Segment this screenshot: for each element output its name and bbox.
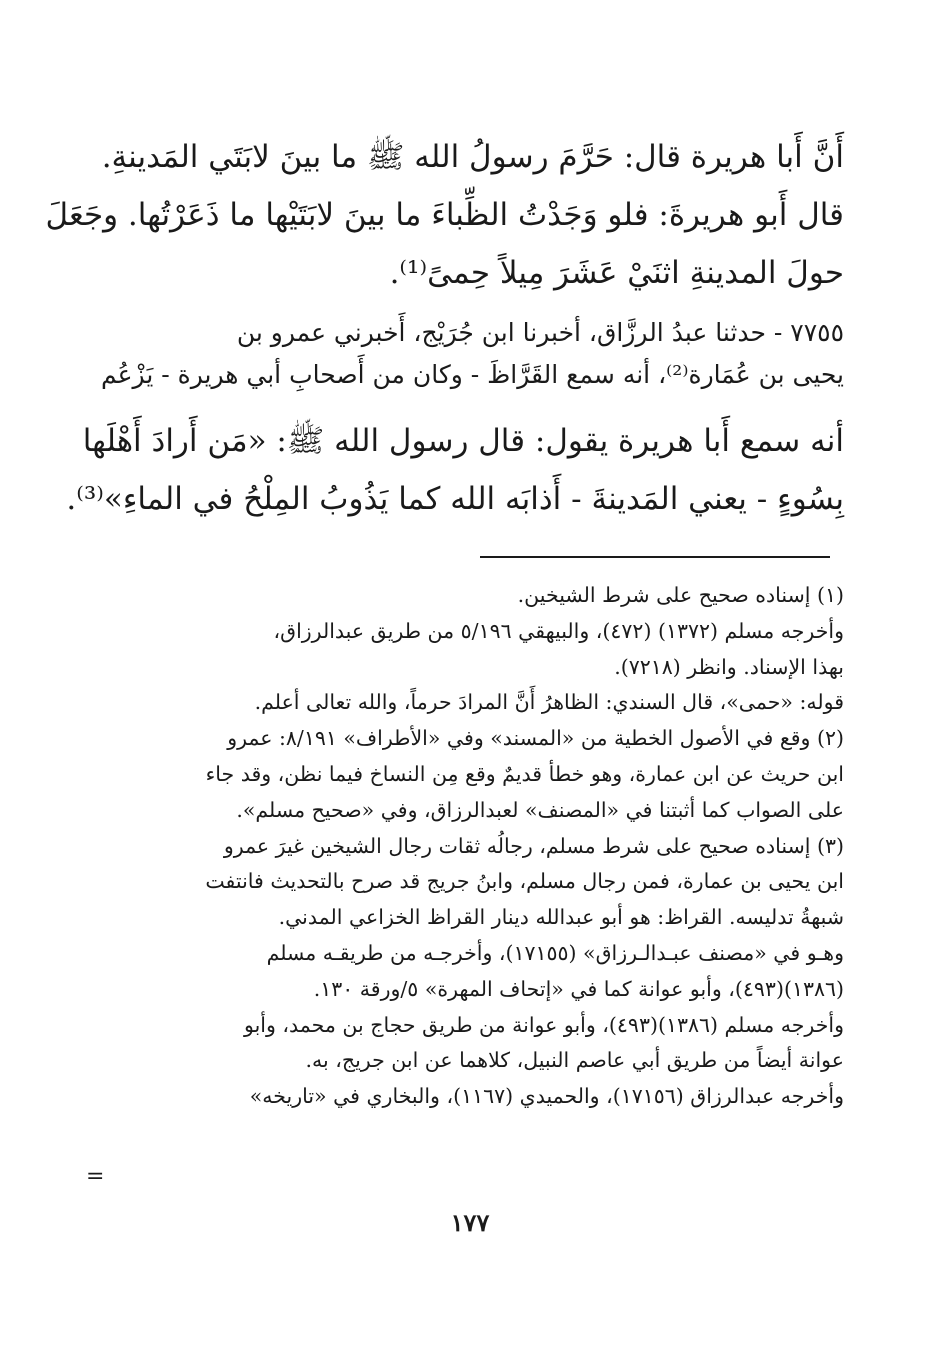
- main-line: أنه سمع أَبا هريرة يقول: قال رسول الله ﷺ: «مَن أَرادَ أَهْلَها: [82, 423, 844, 459]
- footnote-line: وأخرجه مسلم (١٣٧٢) (٤٧٢)، والبيهقي ٥/١٩٦ من طريق عبدالرزاق،: [273, 618, 844, 643]
- footnote-line: ابن حريث عن ابن عمارة، وهو خطأ قديمٌ وقع مِن النساخ فيما نظن، وقد جاء: [205, 761, 844, 786]
- main-text-block-1: [45, 128, 844, 302]
- footnote-line: بهذا الإسناد. وانظر (٧٢١٨).: [614, 654, 844, 679]
- hadith-7755-isnad: [100, 312, 844, 396]
- hadith-7755-matn: [66, 412, 844, 528]
- footnote-line: على الصواب كما أثبتنا في «المصنف» لعبدالرزاق، وفي «صحيح مسلم».: [236, 797, 844, 822]
- hadith-line: يحيى بن عُمَارة⁽²⁾، أنه سمع القَرَّاظَ - وكان من أَصحابِ أبي هريرة - يَزْعُم: [100, 360, 844, 389]
- footnote-line: (٢) وقع في الأصول الخطية من «المسند» وفي «الأطراف» ٨/١٩١: عمرو: [227, 726, 844, 751]
- footnote-line: شبهةُ تدليسه. القراظ: هو أبو عبدالله دينار القراظ الخزاعي المدني.: [278, 905, 844, 930]
- continuation-mark: =: [86, 1164, 105, 1189]
- footnote-line: وأخرجه عبدالرزاق (١٧١٥٦)، والحميدي (١١٦٧)، والبخاري في «تاريخه»: [249, 1084, 844, 1109]
- main-line: بِسُوءٍ - يعني المَدينةَ - أَذابَه الله كما يَذُوبُ المِلْحُ في الماءِ»⁽³⁾.: [66, 481, 844, 517]
- footnote-separator: [480, 556, 830, 558]
- footnote-line: عوانة أيضاً من طريق أبي عاصم النبيل، كلاهما عن ابن جريج، به.: [305, 1048, 844, 1073]
- footnote-line: قوله: «حمى»، قال السندي: الظاهرُ أَنَّ المرادَ حرماً، والله تعالى أعلم.: [254, 690, 844, 715]
- main-line: أَنَّ أَبا هريرة قال: حَرَّمَ رسولُ الله ﷺ ما بينَ لابَتَي المَدينةِ.: [101, 139, 844, 175]
- footnote-line: وأخرجه مسلم (١٣٨٦)(٤٩٣)، وأبو عوانة من طريق حجاج بن محمد، وأبو: [244, 1012, 844, 1037]
- footnote-line: وهـو في «مصنف عبـدالـرزاق» (١٧١٥٥)، وأخرجـه من طريقـه مسلم: [266, 940, 844, 965]
- footnotes: [128, 578, 844, 1115]
- hadith-line: ٧٧٥٥ - حدثنا عبدُ الرزَّاق، أخبرنا ابن جُرَيْج، أَخبرني عمرو بن: [236, 318, 844, 347]
- page-number: ١٧٧: [450, 1208, 490, 1237]
- footnote-line: (١٣٨٦)(٤٩٣)، وأبو عوانة كما في «إتحاف المهرة» ٥/ورقة ١٣٠.: [313, 976, 844, 1001]
- footnote-line: ابن يحيى بن عمارة، فمن رجال مسلم، وابنُ جريج قد صرح بالتحديث فانتفت: [205, 869, 844, 894]
- main-line: حولَ المدينةِ اثنَيْ عَشَرَ مِيلاً حِمىً⁽¹⁾.: [389, 255, 844, 291]
- footnote-line: (٣) إسناده صحيح على شرط مسلم، رجالُه ثقات رجال الشيخين غيرَ عمرو: [223, 833, 844, 858]
- footnote-line: (١) إسناده صحيح على شرط الشيخين.: [517, 583, 844, 607]
- main-line: قال أَبو هريرةَ: فلو وَجَدْتُ الظِّباءَ ما بينَ لابَتَيْها ما ذَعَرْتُها. وجَعَلَ: [45, 197, 844, 233]
